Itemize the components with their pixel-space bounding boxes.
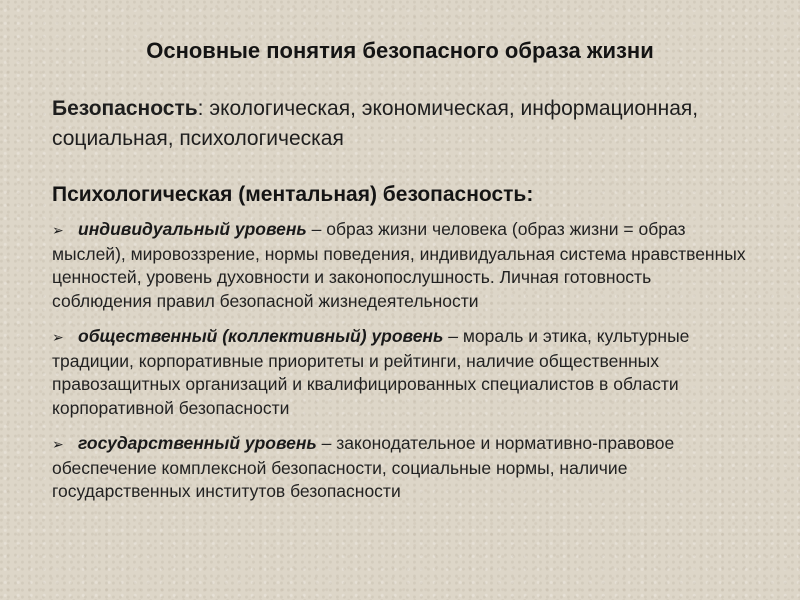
level-name: общественный (коллективный) уровень bbox=[78, 326, 444, 346]
safety-term: Безопасность bbox=[52, 97, 198, 120]
level-description: – образ жизни человека (образ жизни = образ мыслей), мировоззрение, нормы поведения, индивидуальная система нравственных ценностей, уровень духовности и законопослушность. Личная готовность соблюдения правил безопасной жизнедеятельности bbox=[52, 219, 746, 311]
levels-list bbox=[52, 218, 752, 504]
arrow-bullet-icon: ➢ bbox=[52, 436, 64, 452]
list-item-state-level bbox=[52, 432, 752, 504]
safety-text: экологическая, экономическая, информационная, социальная, психологическая bbox=[52, 97, 699, 150]
level-description: – мораль и этика, культурные традиции, корпоративные приоритеты и рейтинги, наличие общественных правозащитных организаций и квалифицированных специалистов в области корпоративной безопасности bbox=[52, 326, 690, 418]
safety-separator: : bbox=[197, 97, 204, 120]
arrow-bullet-icon: ➢ bbox=[52, 222, 64, 238]
level-name: индивидуальный уровень bbox=[78, 219, 307, 239]
slide-title: Основные понятия безопасного образа жизни bbox=[146, 38, 654, 63]
arrow-bullet-icon: ➢ bbox=[52, 329, 64, 345]
list-item-public-level bbox=[52, 325, 752, 420]
safety-definition bbox=[52, 94, 752, 154]
level-description: – законодательное и нормативно-правовое обеспечение комплексной безопасности, социальные нормы, наличие государственных институтов безопасности bbox=[52, 433, 675, 501]
psychological-safety-heading: Психологическая (ментальная) безопасность: bbox=[52, 183, 534, 206]
level-name: государственный уровень bbox=[78, 433, 317, 453]
list-item-individual-level bbox=[52, 218, 752, 313]
